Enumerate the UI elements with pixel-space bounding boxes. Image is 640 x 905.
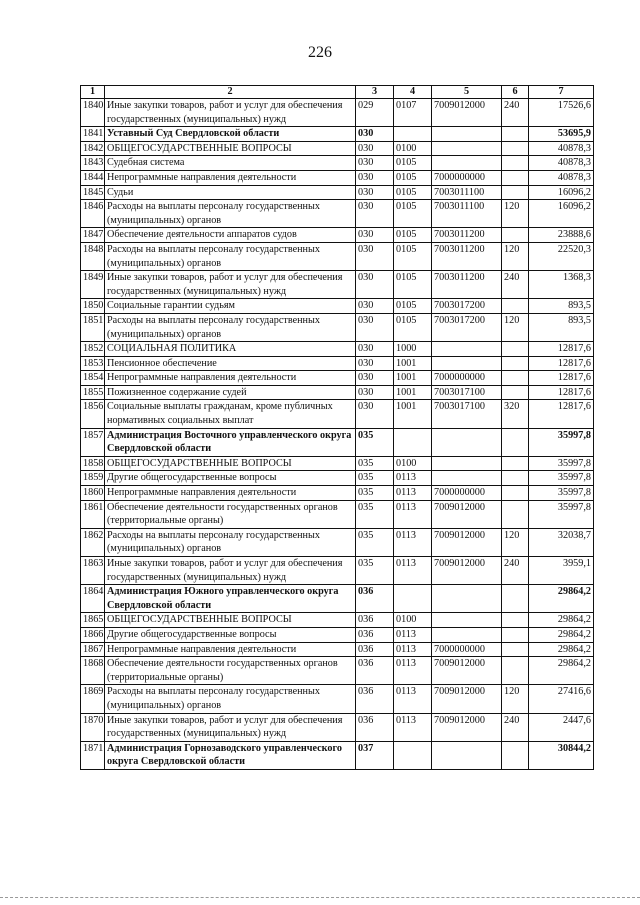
section-code-cell: 0113: [394, 657, 432, 685]
expense-type-code-cell: [502, 486, 529, 501]
department-code-cell: 036: [356, 585, 394, 613]
section-code-cell: 1001: [394, 356, 432, 371]
amount-cell: 23888,6: [529, 228, 594, 243]
row-number-cell: 1863: [81, 557, 105, 585]
expense-type-code-cell: 240: [502, 99, 529, 127]
section-code-cell: 0100: [394, 141, 432, 156]
department-code-cell: 030: [356, 185, 394, 200]
expense-type-code-cell: [502, 170, 529, 185]
section-code-cell: [394, 585, 432, 613]
target-article-code-cell: 7009012000: [432, 557, 502, 585]
department-code-cell: 030: [356, 156, 394, 171]
column-header: 1: [81, 86, 105, 99]
target-article-code-cell: 7000000000: [432, 486, 502, 501]
expense-type-code-cell: [502, 585, 529, 613]
row-number-cell: 1861: [81, 500, 105, 528]
section-code-cell: 0113: [394, 642, 432, 657]
item-name-cell: Непрограммные направления деятельности: [105, 642, 356, 657]
target-article-code-cell: 7000000000: [432, 371, 502, 386]
expense-type-code-cell: [502, 127, 529, 142]
table-body: [81, 99, 594, 770]
item-name-cell: Другие общегосударственные вопросы: [105, 471, 356, 486]
table-row: [81, 356, 594, 371]
target-article-code-cell: 7003011100: [432, 185, 502, 200]
item-name-cell: Судебная система: [105, 156, 356, 171]
column-header: 6: [502, 86, 529, 99]
row-number-cell: 1862: [81, 528, 105, 556]
item-name-cell: Обеспечение деятельности аппаратов судов: [105, 228, 356, 243]
row-number-cell: 1846: [81, 200, 105, 228]
item-name-cell: Непрограммные направления деятельности: [105, 170, 356, 185]
department-code-cell: 030: [356, 299, 394, 314]
expense-type-code-cell: 120: [502, 685, 529, 713]
amount-cell: 12817,6: [529, 400, 594, 428]
amount-cell: 40878,3: [529, 170, 594, 185]
amount-cell: 40878,3: [529, 156, 594, 171]
expense-type-code-cell: [502, 385, 529, 400]
expense-type-code-cell: 120: [502, 242, 529, 270]
row-number-cell: 1847: [81, 228, 105, 243]
item-name-cell: Администрация Горнозаводского управленческого округа Свердловской области: [105, 741, 356, 769]
section-code-cell: 0105: [394, 200, 432, 228]
section-code-cell: 0113: [394, 627, 432, 642]
amount-cell: 35997,8: [529, 486, 594, 501]
amount-cell: 29864,2: [529, 657, 594, 685]
department-code-cell: 036: [356, 627, 394, 642]
amount-cell: 40878,3: [529, 141, 594, 156]
amount-cell: 22520,3: [529, 242, 594, 270]
section-code-cell: 0113: [394, 486, 432, 501]
item-name-cell: Иные закупки товаров, работ и услуг для обеспечения государственных (муниципальных) нужд: [105, 557, 356, 585]
amount-cell: 12817,6: [529, 342, 594, 357]
table-row: [81, 741, 594, 769]
department-code-cell: 036: [356, 642, 394, 657]
expense-type-code-cell: [502, 356, 529, 371]
section-code-cell: 0107: [394, 99, 432, 127]
item-name-cell: Судьи: [105, 185, 356, 200]
table-row: [81, 500, 594, 528]
table-row: [81, 456, 594, 471]
table-row: [81, 557, 594, 585]
expense-type-code-cell: [502, 456, 529, 471]
section-code-cell: 0113: [394, 500, 432, 528]
section-code-cell: 0105: [394, 299, 432, 314]
amount-cell: 35997,8: [529, 428, 594, 456]
amount-cell: 12817,6: [529, 356, 594, 371]
department-code-cell: 035: [356, 471, 394, 486]
department-code-cell: 036: [356, 713, 394, 741]
item-name-cell: Социальные выплаты гражданам, кроме публичных нормативных социальных выплат: [105, 400, 356, 428]
row-number-cell: 1871: [81, 741, 105, 769]
item-name-cell: Иные закупки товаров, работ и услуг для обеспечения государственных (муниципальных) нужд: [105, 271, 356, 299]
department-code-cell: 029: [356, 99, 394, 127]
item-name-cell: Непрограммные направления деятельности: [105, 371, 356, 386]
table-row: [81, 657, 594, 685]
row-number-cell: 1850: [81, 299, 105, 314]
target-article-code-cell: 7009012000: [432, 657, 502, 685]
item-name-cell: Другие общегосударственные вопросы: [105, 627, 356, 642]
budget-table: [80, 85, 594, 770]
expense-type-code-cell: [502, 613, 529, 628]
table-row: [81, 228, 594, 243]
amount-cell: 16096,2: [529, 185, 594, 200]
target-article-code-cell: 7003017200: [432, 299, 502, 314]
row-number-cell: 1845: [81, 185, 105, 200]
column-header: 5: [432, 86, 502, 99]
table-row: [81, 313, 594, 341]
target-article-code-cell: 7009012000: [432, 685, 502, 713]
table-row: [81, 127, 594, 142]
item-name-cell: Расходы на выплаты персоналу государственных (муниципальных) органов: [105, 528, 356, 556]
table-row: [81, 99, 594, 127]
section-code-cell: 0105: [394, 242, 432, 270]
column-header: 3: [356, 86, 394, 99]
department-code-cell: 037: [356, 741, 394, 769]
item-name-cell: Обеспечение деятельности государственных органов (территориальные органы): [105, 657, 356, 685]
department-code-cell: 030: [356, 313, 394, 341]
target-article-code-cell: [432, 127, 502, 142]
row-number-cell: 1864: [81, 585, 105, 613]
row-number-cell: 1859: [81, 471, 105, 486]
expense-type-code-cell: [502, 228, 529, 243]
target-article-code-cell: 7000000000: [432, 642, 502, 657]
section-code-cell: 1001: [394, 400, 432, 428]
section-code-cell: 1001: [394, 385, 432, 400]
department-code-cell: 030: [356, 400, 394, 428]
section-code-cell: 0105: [394, 228, 432, 243]
target-article-code-cell: [432, 585, 502, 613]
amount-cell: 29864,2: [529, 585, 594, 613]
section-code-cell: 0113: [394, 713, 432, 741]
page-number: 226: [308, 44, 332, 61]
table-row: [81, 471, 594, 486]
section-code-cell: 0105: [394, 185, 432, 200]
row-number-cell: 1851: [81, 313, 105, 341]
department-code-cell: 035: [356, 528, 394, 556]
amount-cell: 35997,8: [529, 500, 594, 528]
target-article-code-cell: 7003017200: [432, 313, 502, 341]
table-row: [81, 613, 594, 628]
department-code-cell: 035: [356, 486, 394, 501]
item-name-cell: ОБЩЕГОСУДАРСТВЕННЫЕ ВОПРОСЫ: [105, 456, 356, 471]
table-row: [81, 642, 594, 657]
expense-type-code-cell: [502, 642, 529, 657]
expense-type-code-cell: [502, 141, 529, 156]
target-article-code-cell: 7009012000: [432, 500, 502, 528]
row-number-cell: 1870: [81, 713, 105, 741]
item-name-cell: ОБЩЕГОСУДАРСТВЕННЫЕ ВОПРОСЫ: [105, 141, 356, 156]
row-number-cell: 1841: [81, 127, 105, 142]
department-code-cell: 036: [356, 613, 394, 628]
target-article-code-cell: [432, 741, 502, 769]
expense-type-code-cell: [502, 299, 529, 314]
item-name-cell: Расходы на выплаты персоналу государственных (муниципальных) органов: [105, 242, 356, 270]
row-number-cell: 1843: [81, 156, 105, 171]
item-name-cell: Уставный Суд Свердловской области: [105, 127, 356, 142]
column-header: 4: [394, 86, 432, 99]
table-row: [81, 200, 594, 228]
target-article-code-cell: 7009012000: [432, 713, 502, 741]
item-name-cell: Расходы на выплаты персоналу государственных (муниципальных) органов: [105, 313, 356, 341]
department-code-cell: 036: [356, 685, 394, 713]
department-code-cell: 030: [356, 170, 394, 185]
department-code-cell: 035: [356, 557, 394, 585]
section-code-cell: 0100: [394, 456, 432, 471]
item-name-cell: СОЦИАЛЬНАЯ ПОЛИТИКА: [105, 342, 356, 357]
table-row: [81, 185, 594, 200]
row-number-cell: 1840: [81, 99, 105, 127]
amount-cell: 35997,8: [529, 471, 594, 486]
department-code-cell: 030: [356, 356, 394, 371]
amount-cell: 893,5: [529, 313, 594, 341]
amount-cell: 3959,1: [529, 557, 594, 585]
table-row: [81, 627, 594, 642]
item-name-cell: Социальные гарантии судьям: [105, 299, 356, 314]
row-number-cell: 1842: [81, 141, 105, 156]
row-number-cell: 1868: [81, 657, 105, 685]
item-name-cell: Иные закупки товаров, работ и услуг для обеспечения государственных (муниципальных) нужд: [105, 713, 356, 741]
row-number-cell: 1869: [81, 685, 105, 713]
table-row: [81, 156, 594, 171]
column-header: 7: [529, 86, 594, 99]
section-code-cell: [394, 127, 432, 142]
item-name-cell: Пожизненное содержание судей: [105, 385, 356, 400]
item-name-cell: Администрация Южного управленческого округа Свердловской области: [105, 585, 356, 613]
expense-type-code-cell: [502, 428, 529, 456]
expense-type-code-cell: [502, 627, 529, 642]
row-number-cell: 1865: [81, 613, 105, 628]
table-row: [81, 486, 594, 501]
expense-type-code-cell: 240: [502, 271, 529, 299]
table-row: [81, 585, 594, 613]
row-number-cell: 1856: [81, 400, 105, 428]
department-code-cell: 030: [356, 371, 394, 386]
expense-type-code-cell: [502, 657, 529, 685]
target-article-code-cell: [432, 342, 502, 357]
section-code-cell: 0100: [394, 613, 432, 628]
amount-cell: 35997,8: [529, 456, 594, 471]
table-row: [81, 242, 594, 270]
expense-type-code-cell: 120: [502, 200, 529, 228]
expense-type-code-cell: [502, 371, 529, 386]
department-code-cell: 030: [356, 228, 394, 243]
row-number-cell: 1848: [81, 242, 105, 270]
row-number-cell: 1849: [81, 271, 105, 299]
item-name-cell: Администрация Восточного управленческого округа Свердловской области: [105, 428, 356, 456]
target-article-code-cell: 7003011200: [432, 228, 502, 243]
table-row: [81, 400, 594, 428]
scan-edge-divider: [0, 897, 640, 898]
table-row: [81, 371, 594, 386]
target-article-code-cell: [432, 428, 502, 456]
department-code-cell: 036: [356, 657, 394, 685]
row-number-cell: 1855: [81, 385, 105, 400]
expense-type-code-cell: [502, 741, 529, 769]
item-name-cell: Обеспечение деятельности государственных органов (территориальные органы): [105, 500, 356, 528]
table-row: [81, 299, 594, 314]
department-code-cell: 030: [356, 127, 394, 142]
target-article-code-cell: 7003011200: [432, 242, 502, 270]
expense-type-code-cell: 240: [502, 557, 529, 585]
amount-cell: 12817,6: [529, 371, 594, 386]
item-name-cell: Иные закупки товаров, работ и услуг для обеспечения государственных (муниципальных) нужд: [105, 99, 356, 127]
expense-type-code-cell: [502, 342, 529, 357]
row-number-cell: 1866: [81, 627, 105, 642]
expense-type-code-cell: [502, 500, 529, 528]
table-row: [81, 342, 594, 357]
department-code-cell: 035: [356, 456, 394, 471]
amount-cell: 29864,2: [529, 627, 594, 642]
amount-cell: 53695,9: [529, 127, 594, 142]
row-number-cell: 1858: [81, 456, 105, 471]
target-article-code-cell: [432, 356, 502, 371]
row-number-cell: 1844: [81, 170, 105, 185]
amount-cell: 27416,6: [529, 685, 594, 713]
amount-cell: 12817,6: [529, 385, 594, 400]
department-code-cell: 030: [356, 141, 394, 156]
target-article-code-cell: [432, 613, 502, 628]
section-code-cell: 1001: [394, 371, 432, 386]
section-code-cell: [394, 428, 432, 456]
amount-cell: 893,5: [529, 299, 594, 314]
table-row: [81, 685, 594, 713]
section-code-cell: 0105: [394, 271, 432, 299]
department-code-cell: 030: [356, 385, 394, 400]
item-name-cell: Непрограммные направления деятельности: [105, 486, 356, 501]
target-article-code-cell: 7003011100: [432, 200, 502, 228]
table-header-row: [81, 86, 594, 99]
table-row: [81, 528, 594, 556]
expense-type-code-cell: 320: [502, 400, 529, 428]
row-number-cell: 1857: [81, 428, 105, 456]
table-row: [81, 385, 594, 400]
section-code-cell: 0113: [394, 557, 432, 585]
column-header: 2: [105, 86, 356, 99]
target-article-code-cell: 7003017100: [432, 385, 502, 400]
row-number-cell: 1860: [81, 486, 105, 501]
amount-cell: 30844,2: [529, 741, 594, 769]
target-article-code-cell: 7003011200: [432, 271, 502, 299]
expense-type-code-cell: 240: [502, 713, 529, 741]
target-article-code-cell: [432, 156, 502, 171]
item-name-cell: Расходы на выплаты персоналу государственных (муниципальных) органов: [105, 685, 356, 713]
department-code-cell: 030: [356, 242, 394, 270]
section-code-cell: 0113: [394, 471, 432, 486]
department-code-cell: 035: [356, 500, 394, 528]
section-code-cell: [394, 741, 432, 769]
section-code-cell: 0105: [394, 156, 432, 171]
amount-cell: 2447,6: [529, 713, 594, 741]
section-code-cell: 0113: [394, 685, 432, 713]
amount-cell: 32038,7: [529, 528, 594, 556]
table-row: [81, 170, 594, 185]
amount-cell: 1368,3: [529, 271, 594, 299]
target-article-code-cell: [432, 627, 502, 642]
target-article-code-cell: 7009012000: [432, 99, 502, 127]
amount-cell: 29864,2: [529, 642, 594, 657]
section-code-cell: 1000: [394, 342, 432, 357]
department-code-cell: 030: [356, 342, 394, 357]
expense-type-code-cell: [502, 185, 529, 200]
amount-cell: 29864,2: [529, 613, 594, 628]
department-code-cell: 030: [356, 271, 394, 299]
row-number-cell: 1867: [81, 642, 105, 657]
item-name-cell: Пенсионное обеспечение: [105, 356, 356, 371]
section-code-cell: 0113: [394, 528, 432, 556]
table-row: [81, 141, 594, 156]
department-code-cell: 030: [356, 200, 394, 228]
expense-type-code-cell: 120: [502, 313, 529, 341]
amount-cell: 17526,6: [529, 99, 594, 127]
expense-type-code-cell: 120: [502, 528, 529, 556]
amount-cell: 16096,2: [529, 200, 594, 228]
expense-type-code-cell: [502, 471, 529, 486]
item-name-cell: Расходы на выплаты персоналу государственных (муниципальных) органов: [105, 200, 356, 228]
row-number-cell: 1854: [81, 371, 105, 386]
table-row: [81, 271, 594, 299]
row-number-cell: 1852: [81, 342, 105, 357]
section-code-cell: 0105: [394, 313, 432, 341]
section-code-cell: 0105: [394, 170, 432, 185]
table-row: [81, 428, 594, 456]
expense-type-code-cell: [502, 156, 529, 171]
target-article-code-cell: [432, 141, 502, 156]
table-row: [81, 713, 594, 741]
target-article-code-cell: 7000000000: [432, 170, 502, 185]
row-number-cell: 1853: [81, 356, 105, 371]
department-code-cell: 035: [356, 428, 394, 456]
target-article-code-cell: [432, 456, 502, 471]
target-article-code-cell: [432, 471, 502, 486]
target-article-code-cell: 7009012000: [432, 528, 502, 556]
item-name-cell: ОБЩЕГОСУДАРСТВЕННЫЕ ВОПРОСЫ: [105, 613, 356, 628]
target-article-code-cell: 7003017100: [432, 400, 502, 428]
